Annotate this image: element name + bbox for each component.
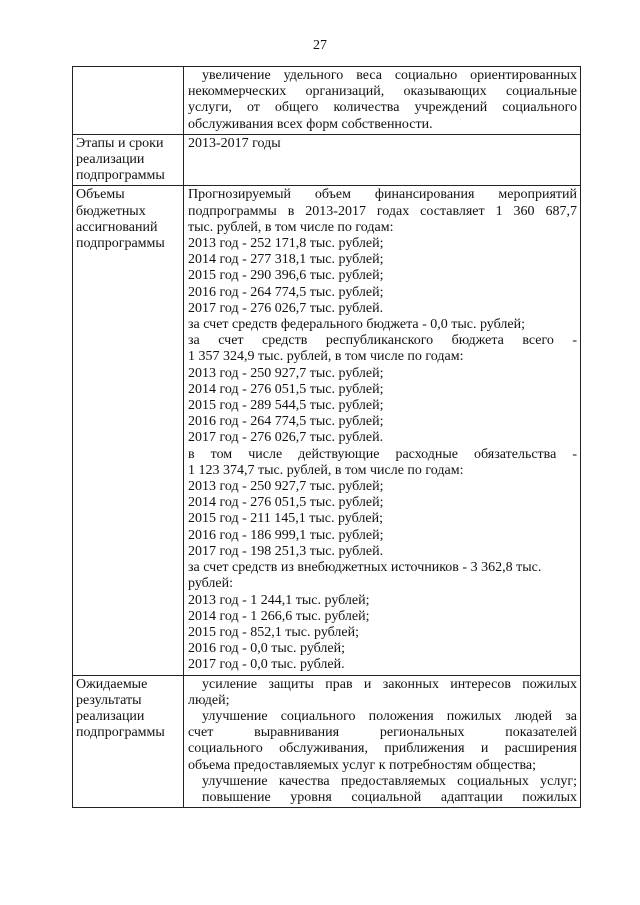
text-line: Прогнозируемый объем финансирования мероприятий — [188, 187, 577, 203]
text-line: за счет средств из внебюджетных источников - 3 362,8 тыс. — [188, 560, 542, 576]
text-line: 1 357 324,9 тыс. рублей, в том числе по годам: — [188, 349, 464, 365]
text-line: подпрограммы в 2013-2017 годах составляет 1 360 687,7 — [188, 203, 577, 219]
text-line: 2017 год - 276 026,7 тыс. рублей. — [188, 430, 384, 446]
text-line: 1 123 374,7 тыс. рублей, в том числе по годам: — [188, 462, 464, 478]
row-value — [184, 186, 581, 675]
table-row — [73, 675, 581, 808]
row-value — [184, 675, 581, 808]
row-value — [184, 134, 581, 186]
label-line: подпрограммы — [76, 725, 165, 741]
text-line: 2016 год - 0,0 тыс. рублей; — [188, 641, 346, 657]
label-line: реализации — [76, 152, 145, 168]
text-line: в том числе действующие расходные обязательства - — [188, 446, 577, 462]
text-line: 2016 год - 264 774,5 тыс. рублей; — [188, 414, 384, 430]
row-label — [73, 67, 184, 135]
text-line: увеличение удельного веса социально ориентированных — [202, 68, 577, 83]
text-line: 2013-2017 годы — [188, 135, 281, 151]
text-line: за счет средств федерального бюджета - 0,0 тыс. рублей; — [188, 317, 525, 333]
row-value — [184, 67, 581, 135]
table-row — [73, 186, 581, 675]
text-line: за счет средств республиканского бюджета всего - — [188, 333, 577, 349]
text-line: некоммерческих организаций, оказывающих социальные — [188, 84, 577, 100]
text-line: 2017 год - 276 026,7 тыс. рублей. — [188, 300, 384, 316]
text-line: 2017 год - 198 251,3 тыс. рублей. — [188, 543, 384, 559]
row-label — [73, 675, 184, 808]
text-line: 2015 год - 211 145,1 тыс. рублей; — [188, 511, 383, 527]
table-row — [73, 67, 581, 135]
text-line: людей; — [188, 692, 230, 708]
text-line: 2014 год - 277 318,1 тыс. рублей; — [188, 252, 384, 268]
text-line: 2016 год - 264 774,5 тыс. рублей; — [188, 284, 384, 300]
text-line: обслуживания всех форм собственности. — [188, 116, 433, 132]
text-line: 2015 год - 852,1 тыс. рублей; — [188, 624, 360, 640]
label-line: подпрограммы — [76, 168, 165, 184]
text-line: счет выравнивания региональных показателей — [188, 725, 577, 741]
row-label — [73, 134, 184, 186]
page-number: 27 — [313, 38, 327, 53]
text-line: усиление защиты прав и законных интересов пожилых — [202, 676, 577, 692]
text-line: улучшение социального положения пожилых людей за — [202, 708, 577, 724]
label-line: бюджетных — [76, 203, 146, 219]
text-line: рублей: — [188, 576, 233, 592]
text-line: улучшение качества предоставляемых социальных услуг; — [202, 773, 577, 789]
text-line: 2014 год - 276 051,5 тыс. рублей; — [188, 381, 384, 397]
text-line: 2014 год - 276 051,5 тыс. рублей; — [188, 495, 384, 511]
label-line: Этапы и сроки — [76, 135, 164, 151]
label-line: Ожидаемые — [76, 676, 148, 692]
text-line: услуги, от общего количества учреждений социального — [188, 100, 577, 116]
text-line: 2015 год - 289 544,5 тыс. рублей; — [188, 398, 384, 414]
label-line: подпрограммы — [76, 236, 165, 252]
label-line: реализации — [76, 708, 145, 724]
text-line: тыс. рублей, в том числе по годам: — [188, 219, 394, 235]
text-line: 2013 год - 252 171,8 тыс. рублей; — [188, 236, 384, 252]
table-row — [73, 134, 581, 186]
text-line: повышение уровня социальной адаптации пожилых — [202, 789, 577, 805]
text-line: 2014 год - 1 266,6 тыс. рублей; — [188, 608, 370, 624]
text-line: объема предоставляемых услуг к потребностям общества; — [188, 757, 537, 773]
text-line: 2013 год - 250 927,7 тыс. рублей; — [188, 365, 384, 381]
label-line: результаты — [76, 692, 142, 708]
label-line: Объемы — [76, 187, 125, 203]
text-line: 2017 год - 0,0 тыс. рублей. — [188, 657, 345, 673]
text-line: 2016 год - 186 999,1 тыс. рублей; — [188, 527, 384, 543]
text-line: 2015 год - 290 396,6 тыс. рублей; — [188, 268, 384, 284]
label-line: ассигнований — [76, 219, 158, 235]
text-line: 2013 год - 250 927,7 тыс. рублей; — [188, 479, 384, 495]
subprogram-passport-table — [72, 66, 581, 808]
text-line: 2013 год - 1 244,1 тыс. рублей; — [188, 592, 370, 608]
row-label — [73, 186, 184, 675]
text-line: социального обслуживания, приближения и расширения — [188, 741, 577, 757]
